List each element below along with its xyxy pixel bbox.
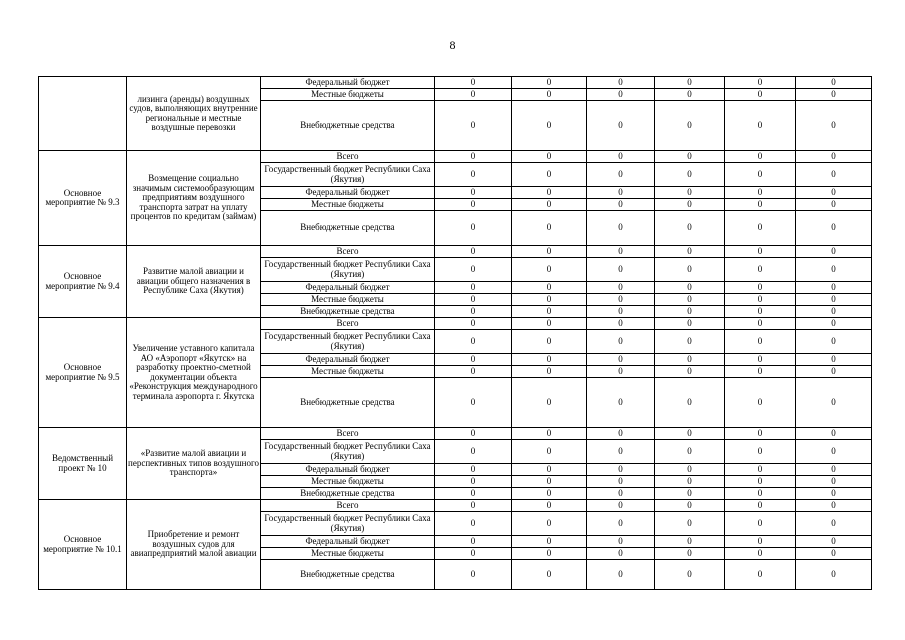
amount-cell: 0 <box>655 366 725 378</box>
event-label: Основное мероприятие № 9.3 <box>39 151 127 246</box>
amount-cell: 0 <box>796 464 872 476</box>
amount-cell: 0 <box>655 199 725 211</box>
funding-source: Местные бюджеты <box>261 89 435 101</box>
amount-cell: 0 <box>587 500 655 512</box>
amount-cell: 0 <box>725 366 796 378</box>
amount-cell: 0 <box>587 211 655 246</box>
amount-cell: 0 <box>655 258 725 282</box>
amount-cell: 0 <box>725 89 796 101</box>
amount-cell: 0 <box>512 354 587 366</box>
amount-cell: 0 <box>725 428 796 440</box>
amount-cell: 0 <box>725 151 796 163</box>
funding-source: Федеральный бюджет <box>261 282 435 294</box>
amount-cell: 0 <box>796 488 872 500</box>
amount-cell: 0 <box>587 151 655 163</box>
funding-source: Местные бюджеты <box>261 199 435 211</box>
amount-cell: 0 <box>725 500 796 512</box>
amount-cell: 0 <box>655 211 725 246</box>
amount-cell: 0 <box>512 306 587 318</box>
amount-cell: 0 <box>796 560 872 590</box>
amount-cell: 0 <box>725 306 796 318</box>
amount-cell: 0 <box>796 282 872 294</box>
event-label: Ведомственный проект № 10 <box>39 428 127 500</box>
funding-source: Федеральный бюджет <box>261 464 435 476</box>
amount-cell: 0 <box>512 163 587 187</box>
funding-source: Федеральный бюджет <box>261 187 435 199</box>
funding-source: Местные бюджеты <box>261 366 435 378</box>
amount-cell: 0 <box>435 258 512 282</box>
funding-source: Федеральный бюджет <box>261 77 435 89</box>
amount-cell: 0 <box>655 282 725 294</box>
funding-source: Всего <box>261 151 435 163</box>
funding-source: Внебюджетные средства <box>261 306 435 318</box>
amount-cell: 0 <box>655 246 725 258</box>
amount-cell: 0 <box>512 77 587 89</box>
amount-cell: 0 <box>725 560 796 590</box>
amount-cell: 0 <box>725 211 796 246</box>
amount-cell: 0 <box>796 548 872 560</box>
amount-cell: 0 <box>435 187 512 199</box>
amount-cell: 0 <box>796 77 872 89</box>
amount-cell: 0 <box>512 211 587 246</box>
event-label: Основное мероприятие № 9.4 <box>39 246 127 318</box>
amount-cell: 0 <box>587 199 655 211</box>
event-description: Увеличение уставного капитала АО «Аэропорт «Якутск» на разработку проектно-сметной документации объекта «Реконструкция международного терминала аэропорта г. Якутска <box>127 318 261 428</box>
amount-cell: 0 <box>655 560 725 590</box>
amount-cell: 0 <box>725 294 796 306</box>
funding-source: Внебюджетные средства <box>261 211 435 246</box>
amount-cell: 0 <box>435 476 512 488</box>
amount-cell: 0 <box>512 366 587 378</box>
amount-cell: 0 <box>655 428 725 440</box>
amount-cell: 0 <box>796 536 872 548</box>
amount-cell: 0 <box>435 77 512 89</box>
amount-cell: 0 <box>796 366 872 378</box>
amount-cell: 0 <box>512 246 587 258</box>
amount-cell: 0 <box>587 366 655 378</box>
amount-cell: 0 <box>796 187 872 199</box>
amount-cell: 0 <box>796 211 872 246</box>
amount-cell: 0 <box>725 512 796 536</box>
amount-cell: 0 <box>796 440 872 464</box>
amount-cell: 0 <box>655 440 725 464</box>
amount-cell: 0 <box>725 440 796 464</box>
amount-cell: 0 <box>587 378 655 428</box>
amount-cell: 0 <box>796 318 872 330</box>
funding-source: Внебюджетные средства <box>261 560 435 590</box>
amount-cell: 0 <box>587 464 655 476</box>
amount-cell: 0 <box>435 199 512 211</box>
amount-cell: 0 <box>655 476 725 488</box>
amount-cell: 0 <box>512 89 587 101</box>
event-description: лизинга (аренды) воздушных судов, выполняющих внутренние региональные и местные воздушные перевозки <box>127 77 261 151</box>
amount-cell: 0 <box>725 488 796 500</box>
amount-cell: 0 <box>435 354 512 366</box>
amount-cell: 0 <box>512 428 587 440</box>
funding-source: Всего <box>261 428 435 440</box>
amount-cell: 0 <box>725 464 796 476</box>
event-label: Основное мероприятие № 9.5 <box>39 318 127 428</box>
amount-cell: 0 <box>512 440 587 464</box>
amount-cell: 0 <box>587 258 655 282</box>
amount-cell: 0 <box>725 258 796 282</box>
amount-cell: 0 <box>725 536 796 548</box>
amount-cell: 0 <box>796 246 872 258</box>
amount-cell: 0 <box>655 187 725 199</box>
table-row <box>39 77 872 89</box>
amount-cell: 0 <box>796 163 872 187</box>
amount-cell: 0 <box>512 258 587 282</box>
amount-cell: 0 <box>587 548 655 560</box>
amount-cell: 0 <box>512 330 587 354</box>
funding-source: Внебюджетные средства <box>261 488 435 500</box>
amount-cell: 0 <box>587 187 655 199</box>
amount-cell: 0 <box>587 512 655 536</box>
amount-cell: 0 <box>435 163 512 187</box>
amount-cell: 0 <box>655 512 725 536</box>
amount-cell: 0 <box>435 246 512 258</box>
amount-cell: 0 <box>655 378 725 428</box>
amount-cell: 0 <box>655 536 725 548</box>
amount-cell: 0 <box>435 512 512 536</box>
amount-cell: 0 <box>587 354 655 366</box>
funding-source: Федеральный бюджет <box>261 354 435 366</box>
amount-cell: 0 <box>435 151 512 163</box>
amount-cell: 0 <box>725 77 796 89</box>
event-label: Основное мероприятие № 10.1 <box>39 500 127 590</box>
amount-cell: 0 <box>435 318 512 330</box>
amount-cell: 0 <box>725 476 796 488</box>
amount-cell: 0 <box>796 476 872 488</box>
amount-cell: 0 <box>796 199 872 211</box>
amount-cell: 0 <box>796 378 872 428</box>
table-row <box>39 318 872 330</box>
event-description: «Развитие малой авиации и перспективных типов воздушного транспорта» <box>127 428 261 500</box>
amount-cell: 0 <box>435 548 512 560</box>
amount-cell: 0 <box>435 428 512 440</box>
amount-cell: 0 <box>435 440 512 464</box>
funding-source: Государственный бюджет Республики Саха (Якутия) <box>261 258 435 282</box>
funding-source: Федеральный бюджет <box>261 536 435 548</box>
funding-source: Местные бюджеты <box>261 476 435 488</box>
amount-cell: 0 <box>587 282 655 294</box>
funding-source: Всего <box>261 500 435 512</box>
event-description: Возмещение социально значимым системообразующим предприятиям воздушного транспорта затрат на уплату процентов по кредитам (займам) <box>127 151 261 246</box>
amount-cell: 0 <box>655 77 725 89</box>
amount-cell: 0 <box>512 560 587 590</box>
amount-cell: 0 <box>435 560 512 590</box>
amount-cell: 0 <box>725 318 796 330</box>
amount-cell: 0 <box>512 548 587 560</box>
table-row <box>39 246 872 258</box>
amount-cell: 0 <box>725 548 796 560</box>
amount-cell: 0 <box>725 101 796 151</box>
amount-cell: 0 <box>725 187 796 199</box>
amount-cell: 0 <box>587 560 655 590</box>
amount-cell: 0 <box>512 378 587 428</box>
table-row <box>39 151 872 163</box>
budget-table <box>38 76 872 590</box>
amount-cell: 0 <box>725 163 796 187</box>
amount-cell: 0 <box>587 318 655 330</box>
funding-source: Государственный бюджет Республики Саха (Якутия) <box>261 440 435 464</box>
amount-cell: 0 <box>587 488 655 500</box>
amount-cell: 0 <box>655 306 725 318</box>
table-row <box>39 428 872 440</box>
amount-cell: 0 <box>725 282 796 294</box>
funding-source: Всего <box>261 318 435 330</box>
page-number: 8 <box>449 38 456 52</box>
amount-cell: 0 <box>796 330 872 354</box>
amount-cell: 0 <box>512 294 587 306</box>
amount-cell: 0 <box>435 294 512 306</box>
amount-cell: 0 <box>435 211 512 246</box>
amount-cell: 0 <box>435 89 512 101</box>
amount-cell: 0 <box>796 89 872 101</box>
amount-cell: 0 <box>435 366 512 378</box>
funding-source: Государственный бюджет Республики Саха (Якутия) <box>261 163 435 187</box>
amount-cell: 0 <box>655 354 725 366</box>
amount-cell: 0 <box>725 199 796 211</box>
amount-cell: 0 <box>796 354 872 366</box>
amount-cell: 0 <box>512 101 587 151</box>
amount-cell: 0 <box>796 306 872 318</box>
amount-cell: 0 <box>587 440 655 464</box>
amount-cell: 0 <box>796 294 872 306</box>
amount-cell: 0 <box>587 306 655 318</box>
amount-cell: 0 <box>512 488 587 500</box>
amount-cell: 0 <box>512 500 587 512</box>
amount-cell: 0 <box>587 330 655 354</box>
amount-cell: 0 <box>435 536 512 548</box>
amount-cell: 0 <box>725 354 796 366</box>
event-description: Приобретение и ремонт воздушных судов для авиапредприятий малой авиации <box>127 500 261 590</box>
amount-cell: 0 <box>435 464 512 476</box>
amount-cell: 0 <box>796 151 872 163</box>
amount-cell: 0 <box>796 101 872 151</box>
amount-cell: 0 <box>435 330 512 354</box>
amount-cell: 0 <box>435 282 512 294</box>
amount-cell: 0 <box>435 101 512 151</box>
amount-cell: 0 <box>435 500 512 512</box>
amount-cell: 0 <box>512 536 587 548</box>
amount-cell: 0 <box>587 101 655 151</box>
amount-cell: 0 <box>587 536 655 548</box>
amount-cell: 0 <box>655 163 725 187</box>
amount-cell: 0 <box>512 151 587 163</box>
amount-cell: 0 <box>655 151 725 163</box>
funding-source: Местные бюджеты <box>261 548 435 560</box>
amount-cell: 0 <box>655 488 725 500</box>
amount-cell: 0 <box>587 89 655 101</box>
amount-cell: 0 <box>435 378 512 428</box>
amount-cell: 0 <box>587 246 655 258</box>
amount-cell: 0 <box>512 476 587 488</box>
event-label <box>39 77 127 151</box>
amount-cell: 0 <box>512 512 587 536</box>
funding-source: Местные бюджеты <box>261 294 435 306</box>
amount-cell: 0 <box>512 318 587 330</box>
amount-cell: 0 <box>587 428 655 440</box>
table-row <box>39 500 872 512</box>
amount-cell: 0 <box>655 101 725 151</box>
amount-cell: 0 <box>725 330 796 354</box>
amount-cell: 0 <box>655 89 725 101</box>
amount-cell: 0 <box>435 306 512 318</box>
amount-cell: 0 <box>725 246 796 258</box>
amount-cell: 0 <box>512 464 587 476</box>
amount-cell: 0 <box>655 464 725 476</box>
amount-cell: 0 <box>796 512 872 536</box>
amount-cell: 0 <box>655 330 725 354</box>
amount-cell: 0 <box>587 294 655 306</box>
funding-source: Внебюджетные средства <box>261 378 435 428</box>
funding-source: Внебюджетные средства <box>261 101 435 151</box>
amount-cell: 0 <box>587 77 655 89</box>
amount-cell: 0 <box>587 476 655 488</box>
amount-cell: 0 <box>512 282 587 294</box>
amount-cell: 0 <box>655 500 725 512</box>
amount-cell: 0 <box>796 500 872 512</box>
amount-cell: 0 <box>796 258 872 282</box>
amount-cell: 0 <box>512 199 587 211</box>
amount-cell: 0 <box>587 163 655 187</box>
funding-source: Государственный бюджет Республики Саха (Якутия) <box>261 512 435 536</box>
amount-cell: 0 <box>655 318 725 330</box>
amount-cell: 0 <box>435 488 512 500</box>
amount-cell: 0 <box>796 428 872 440</box>
funding-source: Государственный бюджет Республики Саха (Якутия) <box>261 330 435 354</box>
funding-source: Всего <box>261 246 435 258</box>
event-description: Развитие малой авиации и авиации общего назначения в Республике Саха (Якутия) <box>127 246 261 318</box>
amount-cell: 0 <box>725 378 796 428</box>
amount-cell: 0 <box>655 294 725 306</box>
amount-cell: 0 <box>655 548 725 560</box>
amount-cell: 0 <box>512 187 587 199</box>
